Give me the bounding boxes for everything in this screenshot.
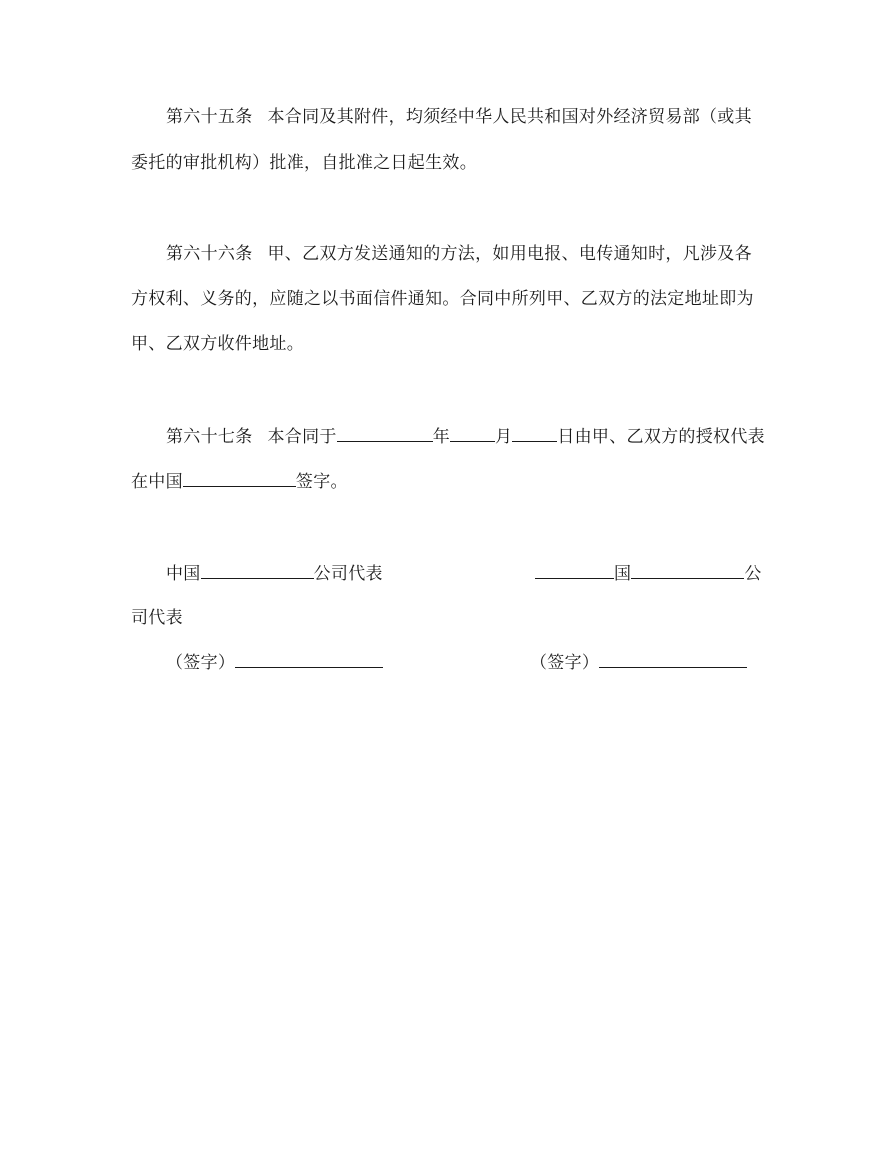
month-label: 月 (495, 427, 513, 447)
article-67-place-suffix: 签字。 (295, 472, 348, 492)
day-blank[interactable] (512, 424, 557, 442)
right-country-blank[interactable] (535, 561, 614, 579)
left-company-prefix: 中国 (166, 564, 201, 584)
signature-wrap-line (131, 606, 183, 630)
year-blank[interactable] (337, 424, 433, 442)
article-67-line-1 (166, 424, 765, 449)
article-66-text-cont-2: 甲、乙双方收件地址。 (131, 334, 304, 354)
article-65-text-cont: 委托的审批机构）批准，自批准之日起生效。 (131, 153, 477, 173)
article-66-line-1 (166, 242, 752, 266)
article-65-text: 本合同及其附件，均须经中华人民共和国对外经济贸易部（或其 (267, 107, 752, 127)
signature-right-rep (535, 561, 762, 586)
article-67-number: 第六十七条 (166, 427, 253, 447)
year-label: 年 (432, 427, 451, 447)
signature-right-sign (530, 650, 747, 675)
article-67-prefix: 本合同于 (267, 427, 337, 447)
left-company-blank[interactable] (201, 561, 314, 579)
article-66-line-3 (131, 332, 304, 356)
article-67-line-2 (131, 469, 348, 494)
right-country-label: 国 (614, 564, 632, 584)
article-67-place-prefix: 在中国 (131, 472, 183, 492)
day-suffix: 日由甲、乙双方的授权代表 (557, 427, 765, 447)
article-65-number: 第六十五条 (166, 107, 253, 127)
article-66-text: 甲、乙双方发送通知的方法，如用电报、电传通知时，凡涉及各 (267, 244, 752, 264)
right-sign-label: （签字） (530, 653, 600, 673)
article-66-number: 第六十六条 (166, 244, 253, 264)
month-blank[interactable] (450, 424, 495, 442)
article-66-text-cont-1: 方权利、义务的，应随之以书面信件通知。合同中所列甲、乙双方的法定地址即为 (131, 289, 754, 309)
right-company-blank[interactable] (631, 561, 744, 579)
left-company-suffix: 公司代表 (313, 564, 383, 584)
left-sign-label: （签字） (166, 653, 236, 673)
right-company-suffix: 公 (744, 564, 762, 584)
signature-left-sign (166, 650, 383, 675)
article-65-line-1 (166, 105, 752, 129)
place-blank[interactable] (183, 469, 296, 487)
signature-left-rep (166, 561, 383, 586)
right-signature-blank[interactable] (599, 650, 747, 668)
article-65-line-2 (131, 151, 477, 175)
left-signature-blank[interactable] (235, 650, 383, 668)
article-66-line-2 (131, 287, 754, 311)
right-company-suffix-wrap: 司代表 (131, 608, 183, 628)
